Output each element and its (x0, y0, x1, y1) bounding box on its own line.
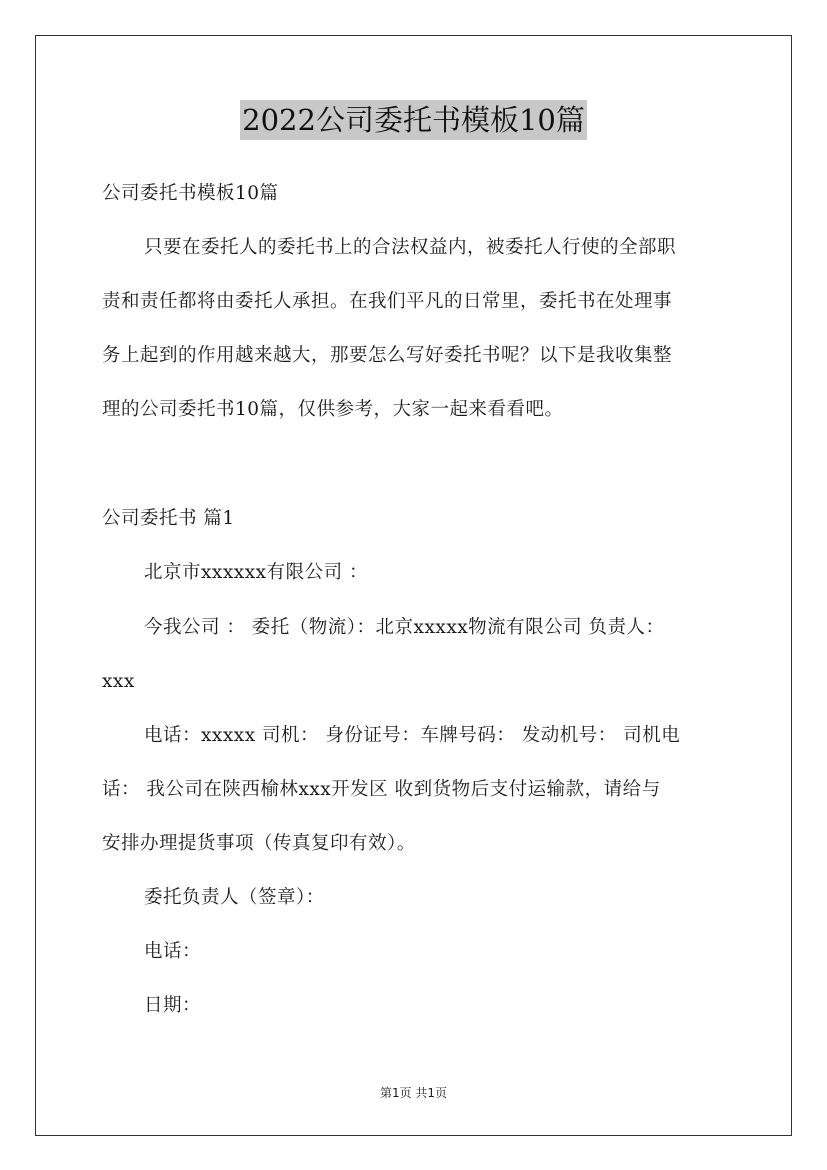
addressee: 北京市xxxxxx有限公司 ： (144, 562, 368, 583)
para2-line-2: 话： 我公司在陕西榆林xxx开发区 收到货物后支付运输款，请给与 (102, 779, 661, 800)
signature-label: 委托负责人（签章）： (144, 887, 325, 908)
para2-line-3: 安排办理提货事项（传真复印有效）。 (102, 833, 416, 854)
para1-line-2: xxx (102, 671, 135, 692)
intro-line-1: 只要在委托人的委托书上的合法权益内，被委托人行使的全部职 (144, 237, 677, 258)
page-footer: 第1页 共1页 (379, 1086, 448, 1100)
phone-label: 电话： (144, 941, 202, 962)
section-heading: 公司委托书 篇1 (102, 508, 235, 529)
para1-line-1: 今我公司 ： 委托（物流）：北京xxxxx物流有限公司 负责人： (144, 617, 665, 638)
intro-line-2: 责和责任都将由委托人承担。在我们平凡的日常里，委托书在处理事 (102, 291, 673, 312)
document-title: 2022公司委托书模板10篇 (240, 100, 587, 140)
intro-line-3: 务上起到的作用越来越大，那要怎么写好委托书呢？以下是我收集整 (102, 345, 673, 366)
date-label: 日期： (144, 995, 202, 1016)
intro-line-4: 理的公司委托书10篇，仅供参考，大家一起来看看吧。 (102, 399, 564, 420)
document-subtitle: 公司委托书模板10篇 (102, 183, 279, 204)
para2-line-1: 电话：xxxxx 司机： 身份证号：车牌号码： 发动机号： 司机电 (144, 725, 681, 746)
title-container (0, 100, 827, 140)
